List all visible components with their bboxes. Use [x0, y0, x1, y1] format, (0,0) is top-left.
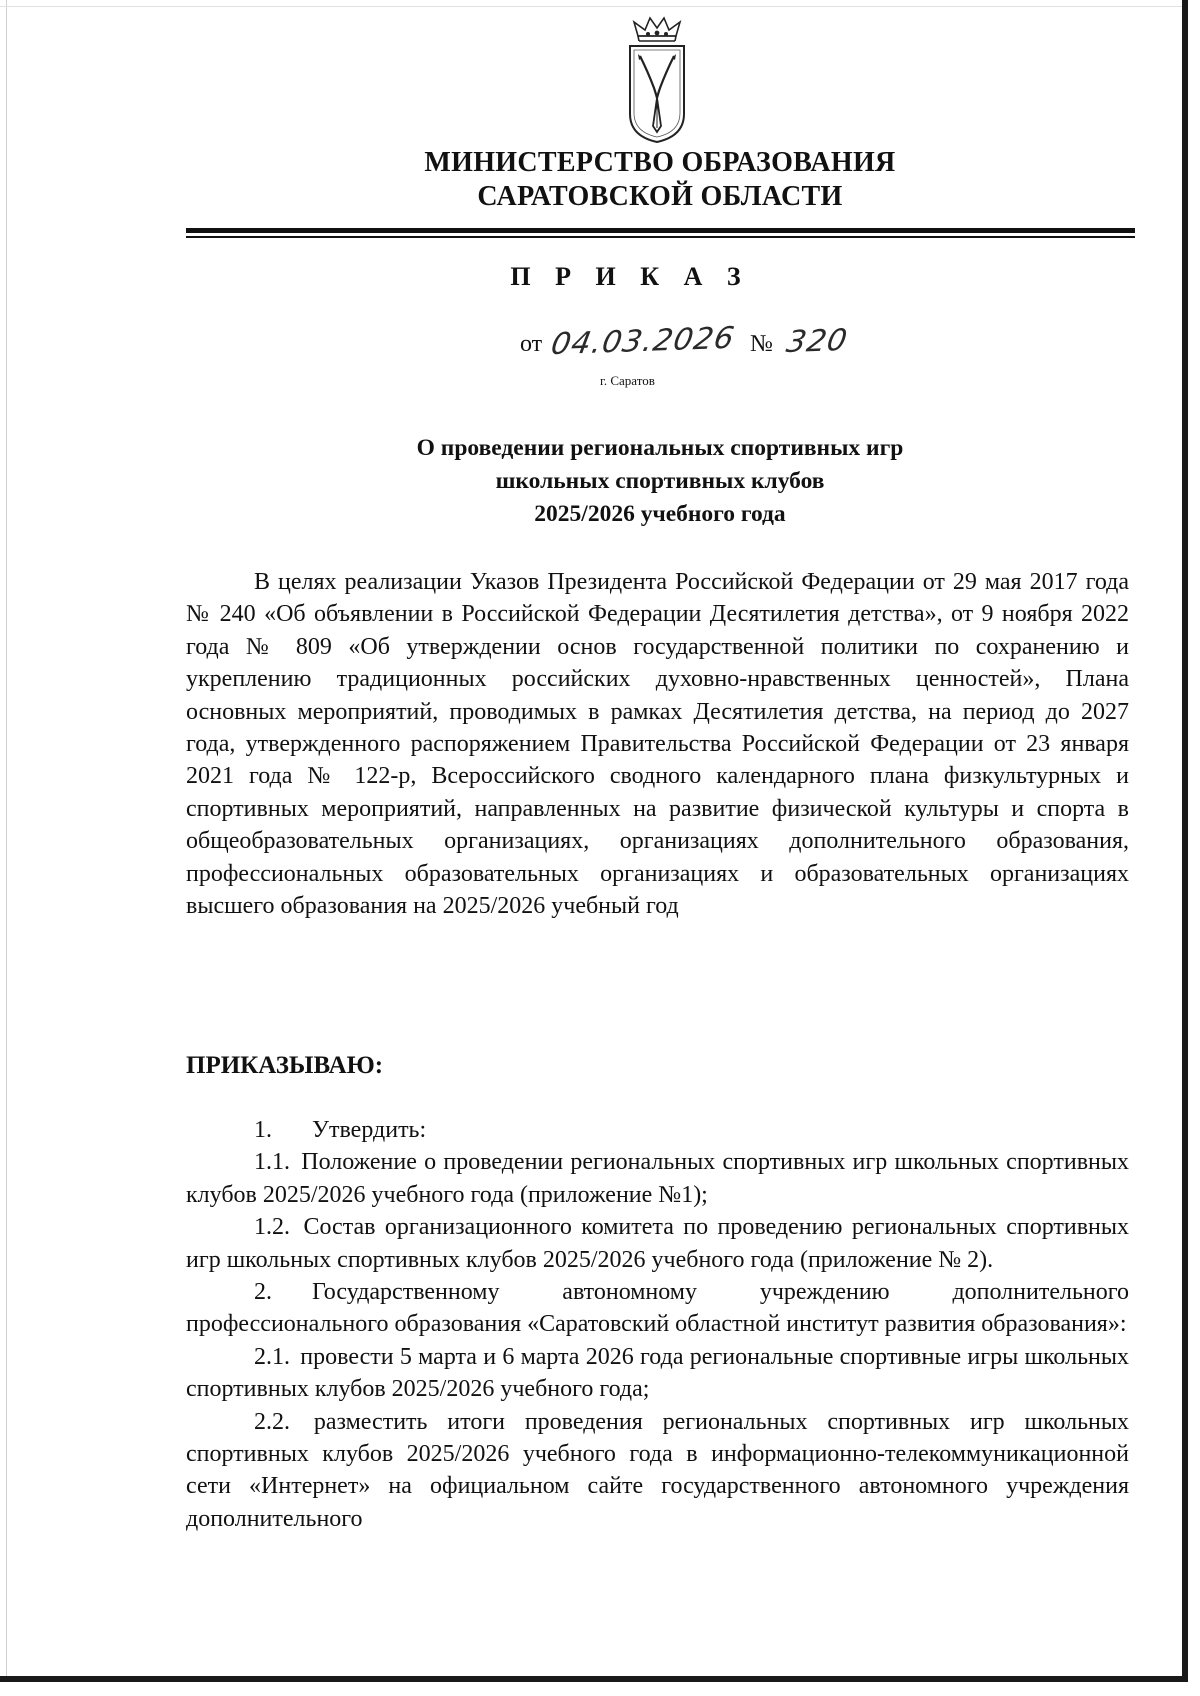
orders-heading: ПРИКАЗЫВАЮ:: [186, 1052, 384, 1079]
item-number: 1.: [254, 1117, 272, 1143]
scan-edge: [6, 0, 7, 1682]
item-number: 2.1.: [254, 1343, 290, 1370]
order-number: 320: [783, 322, 851, 361]
subject-line: школьных спортивных клубов: [495, 468, 825, 494]
order-city: г. Саратов: [600, 373, 655, 388]
preamble-paragraph: В целях реализации Указов Президента Российской Федерации от 29 мая 2017 года № 240 «Об объявлении в Российской Федерации Десятилетия детства», от 9 ноября 2022 года № 809 «Об утверждении основ государственной политики по сохранению и укреплению традиционных российских духовно-нравственных ценностей», Плана основных мероприятий, проводимых в рамках Десятилетия детства, на период до 2027 года, утвержденного распоряжением Правительства Российской Федерации от 23 января 2021 года № 122-р, Всероссийского сводного календарного плана физкультурных и спортивных мероприятий, направленных на развитие физической культуры и спорта в общеобразовательных организациях, организациях дополнительного образования, профессиональных образовательных организациях и образовательных организациях высшего образования на 2025/2026 учебный год: [186, 569, 1129, 920]
item-text: разместить итоги проведения региональных спортивных игр школьных спортивных клубов 2025/2026 учебного года в информационно-телекоммуникационной сети «Интернет» на официальном сайте государственного автономного учреждения дополнительного: [186, 1408, 1130, 1532]
order-subject: [300, 432, 1020, 531]
scan-edge: [0, 6, 1188, 7]
subject-line: 2025/2026 учебного года: [534, 501, 786, 527]
item-text: Утвердить:: [312, 1117, 427, 1143]
item-number: 2.2.: [254, 1408, 290, 1435]
document-type-title: П Р И К А З: [510, 262, 750, 291]
item-text: Положение о проведении региональных спортивных игр школьных спортивных клубов 2025/2026 учебного года (приложение №1);: [186, 1149, 1129, 1208]
order-from-label: от: [520, 331, 543, 357]
item-text: Состав организационного комитета по проведению региональных спортивных игр школьных спортивных клубов 2025/2026 учебного года (приложение № 2).: [186, 1214, 1130, 1273]
order-item: [186, 1341, 1129, 1406]
order-item: [186, 1146, 1129, 1211]
header-divider-thin: [186, 236, 1135, 238]
ministry-name: [300, 146, 1020, 214]
order-date-number: [520, 320, 851, 363]
order-item: [186, 1211, 1129, 1276]
ministry-name-line2: САРАТОВСКОЙ ОБЛАСТИ: [477, 181, 843, 212]
order-item: [186, 1406, 1129, 1536]
ministry-name-line1: МИНИСТЕРСТВО ОБРАЗОВАНИЯ: [424, 147, 896, 178]
subject-line: О проведении региональных спортивных игр: [416, 435, 904, 461]
header-divider: [186, 228, 1135, 233]
order-item: [186, 1114, 1129, 1146]
order-items: [186, 1114, 1129, 1535]
item-number: 2.: [254, 1279, 272, 1306]
order-date: 04.03.2026: [548, 320, 738, 363]
item-number: 1.1.: [254, 1149, 290, 1176]
order-item: [186, 1276, 1129, 1341]
item-text: провести 5 марта и 6 марта 2026 года региональные спортивные игры школьных спортивных клубов 2025/2026 учебного года;: [186, 1343, 1129, 1403]
item-number: 1.2.: [254, 1214, 290, 1241]
item-text: Государственному автономному учреждению дополнительного профессионального образования «Саратовский областной институт развития образования»:: [186, 1279, 1129, 1338]
saratov-coat-of-arms-icon: [626, 14, 688, 144]
order-number-label: №: [749, 331, 773, 357]
